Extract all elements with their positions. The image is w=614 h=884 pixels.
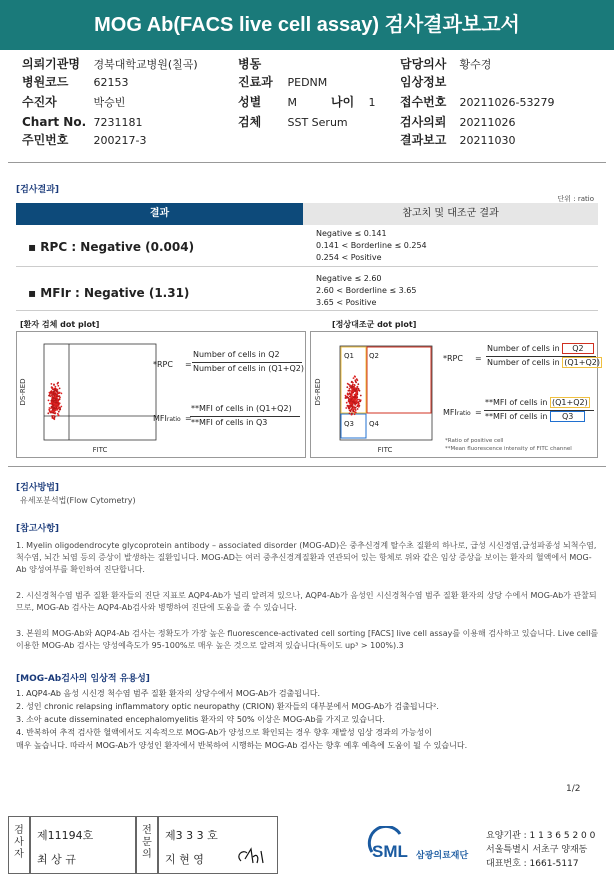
note-1: *Ratio of positive cell [445,438,504,444]
q3-label: Q3 [344,420,354,428]
dot [57,399,59,401]
dot [350,410,352,412]
info-row [400,94,554,111]
dot [359,401,361,403]
patient-info [0,56,614,156]
reference-paragraph: 1. Myelin oligodendrocyte glycoprotein antibody – associated disorder (MOG-AD)은 중추신경계 탈수초 질환의 하나로, 급성 시신경염,급성파종성 뇌척수염, 척수염, 뇌간 뇌염 등의 증상이 발생하는 질환입니다. MOG-AD는 여러 중추신경계질환과 연관되어 있는 항체로 위와 같은 임상 증상을 보이는 환자의 혈액에서 MOG-Ab 양성여부를 확인하여 진단합니다. [16,541,597,574]
dot [48,400,50,402]
q3-box: Q3 [550,411,585,422]
signature-mark [233,845,269,869]
reference-header: 참고치 및 대조군 결과 [303,203,598,225]
dot [56,395,58,397]
dot [51,415,53,417]
dot [351,412,353,414]
label-char: 자 [14,849,24,860]
dot [350,399,352,401]
dot [53,393,55,395]
info-value: 20211030 [459,134,516,147]
dot [348,405,350,407]
q2-box: Q2 [562,343,593,354]
report-title: MOG Ab(FACS live cell assay) 검사결과보고서 [0,0,614,50]
dot [357,404,359,406]
dot [55,402,57,404]
dot [57,382,59,384]
equals: = [185,414,192,423]
address: 서울특별시 서초구 양재동 [486,845,588,855]
dot [53,412,55,414]
info-label: 검사의뢰 [400,115,447,129]
info-label: 주민번호 [22,133,69,147]
info-label: 접수번호 [400,95,447,109]
dot [49,392,51,394]
dot [356,400,358,402]
dot [355,388,357,390]
dot [57,385,59,387]
info-value: SST Serum [287,116,348,129]
rpc-formula-label: *RPC [153,360,173,369]
equals: = [185,360,192,369]
y-axis-label: DS-RED [19,378,27,406]
reference-paragraph: 3. 본원의 MOG-Ab와 AQP4-Ab 검사는 정확도가 가장 높은 fluorescence-activated cell sorting [FACS] live cell assay를 이용해 검사하고 있습니다. Live cell를 이용한 MOG-Ab 검사는 양성예측도가 95-100%로 매우 높은 것으로 알려져 있습니다(특이도 up³ > 100%).3 [16,629,599,650]
dot [351,397,353,399]
info-value: 박승빈 [93,96,126,109]
dot [51,399,53,401]
mfi-den-text: **MFI of cells in [485,412,548,421]
dot [57,402,59,404]
dot [354,404,356,406]
checker-label-cell [8,816,30,874]
unit-label: 단위 : ratio [557,195,594,203]
dot [353,410,355,412]
ref-line: Negative ≤ 0.141 [316,229,387,238]
mfi-numerator: **MFI of cells in (Q1+Q2) [191,404,292,413]
rpc-row [16,225,598,267]
x-axis-label: FITC [92,446,108,454]
info-row [400,74,460,91]
dot [353,406,355,408]
info-value: 62153 [93,76,129,89]
y-axis-label: DS-RED [314,378,322,406]
institution-code: 요양기관 : 1 1 3 6 5 2 0 0 [486,831,596,841]
dot [54,408,56,410]
reference-paragraph: 2. 시신경척수염 범주 질환 환자들의 진단 지표로 AQP4-Ab가 널리 알려져 있으나, AQP4-Ab가 음성인 시신경척수염 범주 질환 환자의 상당 수에서 MOG-Ab가 관찰되므로, MOG-Ab 검사는 AQP4-Ab검사와 병행하여 진단에 도움을 줄 수 있습니다. [16,591,597,612]
dot [359,390,361,392]
dot [352,382,354,384]
dot [346,386,348,388]
dot [354,390,356,392]
dot [346,396,348,398]
dot [53,415,55,417]
specialist-number: 제3 3 3 호 [165,829,218,842]
ref-line: 2.60 < Borderline ≤ 3.65 [316,286,417,295]
dot [59,397,61,399]
mfi-numerator [485,398,590,407]
dot [59,392,61,394]
info-row [400,114,516,131]
specialist-info-cell [158,816,278,874]
dot [59,408,61,410]
info-label: 병동 [238,57,262,71]
dot [357,408,359,410]
info-label: 임상정보 [400,75,447,89]
info-row [238,94,376,111]
dot [60,406,62,408]
equals: = [475,408,482,417]
info-label: 의뢰기관명 [22,57,80,71]
label-char: 의 [142,849,152,860]
info-label: Chart No. [22,115,87,129]
rpc-denominator [487,358,602,367]
dot [358,406,360,408]
rpc-result: ▪ RPC : Negative (0.004) [28,240,195,254]
dot [356,378,358,380]
info-value: 경북대학교병원(칠곡) [93,58,198,71]
dot [348,390,350,392]
ref-line: 3.65 < Positive [316,298,377,307]
info-label: 성별 [238,95,262,109]
dot [355,409,357,411]
mfi-sub: ratio [166,416,181,423]
dot [53,388,55,390]
dot [358,403,360,405]
phone: 대표번호 : 1661-5117 [486,859,579,869]
info-row [22,74,129,91]
control-plot-title: [정상대조군 dot plot] [332,320,417,329]
dot [355,394,357,396]
results-label: [검사결과] [16,185,60,195]
ref-line: 0.141 < Borderline ≤ 0.254 [316,241,427,250]
info-label: 결과보고 [400,133,447,147]
q1q2-box: (Q1+Q2) [551,398,588,407]
dot [53,397,55,399]
dot [350,405,352,407]
info-row [22,56,198,73]
dot [59,388,61,390]
dot [53,418,55,420]
dot [357,388,359,390]
info-row [400,56,491,73]
age-value: 1 [368,96,376,109]
mfi-sub: ratio [456,410,471,417]
dot [347,383,349,385]
checker-info-cell [30,816,136,874]
dot [49,407,51,409]
ref-line: 0.254 < Positive [316,253,382,262]
dot [58,414,60,416]
checker-number: 제11194호 [37,829,94,842]
control-dot-plot [311,332,437,457]
checker-name: 최 상 규 [37,853,76,866]
info-row [238,114,348,131]
label-char: 문 [142,837,152,848]
dot [349,413,351,415]
list-item: 4. 반복하여 추적 검사한 혈액에서도 지속적으로 MOG-Ab가 양성으로 확인되는 경우 향후 재발성 임상 경과의 가능성이 [16,728,432,737]
dot [51,394,53,396]
dot [51,411,53,413]
mfi-formula-label [153,414,181,423]
footer [8,816,614,876]
company-name: 삼광의료재단 [416,851,469,861]
list-item: 1. AQP4-Ab 음성 시신경 척수염 범주 질환 환자의 상당수에서 MOG-Ab가 검출됩니다. [16,689,320,698]
fraction-line [190,416,300,417]
info-row [238,56,288,73]
dot [355,412,357,414]
dot [49,411,51,413]
equals: = [475,354,482,363]
patient-dots [47,382,62,420]
rpc-reference [316,228,427,264]
info-label: 검체 [238,115,262,129]
dot [351,386,353,388]
list-item: 매우 높습니다. 따라서 MOG-Ab가 양성인 환자에서 반복하여 시행하는 MOG-Ab 검사는 향후 예후 예측에 도움이 될 수 있습니다. [16,741,468,750]
info-value: M [287,96,297,109]
method-label: [검사방법] [16,483,60,493]
dot [347,405,349,407]
clinical-list [16,688,600,753]
rpc-denominator: Number of cells in (Q1+Q2) [193,364,304,373]
info-value: 20211026-53279 [459,96,555,109]
dot [48,395,50,397]
dot [357,383,359,385]
info-row [22,114,143,131]
dot [57,401,59,403]
dot [50,391,52,393]
rpc-formula-label: *RPC [443,354,463,363]
dot [54,405,56,407]
list-item: 2. 성인 chronic relapsing inflammatory optic neuropathy (CRION) 환자들의 대부분에서 MOG-Ab가 검출됩니다². [16,702,439,711]
dot [352,399,354,401]
signature-stroke [239,849,263,863]
mfir-result: ▪ MFIr : Negative (1.31) [28,286,190,300]
ref-line: Negative ≤ 2.60 [316,274,382,283]
dot [51,383,53,385]
dot [52,409,54,411]
info-row [22,94,125,111]
info-label: 진료과 [238,75,273,89]
q1q2-box: (Q1+Q2) [564,358,600,367]
info-row [400,132,516,149]
result-header: 결과 [16,203,303,225]
control-plot-box [310,331,598,458]
dot [350,402,352,404]
q4-label: Q4 [369,420,379,428]
list-item: 3. 소아 acute disseminated encephalomyelitis 환자의 약 50% 이상은 MOG-Ab를 가지고 있습니다. [16,715,385,724]
dot [353,387,355,389]
dot [352,390,354,392]
dot [355,407,357,409]
dot [345,397,347,399]
clinical-label: [MOG-Ab검사의 임상적 유용성] [16,674,150,684]
info-value: 200217-3 [93,134,147,147]
references-label: [참고사항] [16,524,60,534]
x-axis-label: FITC [377,446,393,454]
info-value: 20211026 [459,116,516,129]
dot [51,388,53,390]
plot-frame [44,344,156,440]
fraction-line [192,362,302,363]
divider [8,162,606,163]
rpc-num-text: Number of cells in [487,344,560,353]
dot [53,402,55,404]
dot [355,381,357,383]
dot [353,401,355,403]
dot [354,398,356,400]
info-value: PEDNM [287,76,328,89]
dot [349,388,351,390]
q2-label: Q2 [369,352,379,360]
method-text: 유세포분석법(Flow Cytometry) [20,496,136,505]
label-char: 전 [142,825,152,836]
dot [57,407,59,409]
q1-label: Q1 [344,352,354,360]
age-label: 나이 [331,95,355,109]
dot [346,402,348,404]
info-row [22,132,146,149]
rpc-numerator [487,344,594,353]
mfi-label: MFI [153,414,167,423]
dot [50,407,52,409]
dot [61,393,63,395]
note-2: **Mean fluorescence intensity of FITC channel [445,446,572,452]
dot [55,386,57,388]
info-row [238,74,327,91]
patient-plot-box [16,331,306,458]
rpc-numerator: Number of cells in Q2 [193,350,280,359]
label-char: 검 [14,825,24,836]
rpc-den-text: Number of cells in [487,358,560,367]
divider [8,466,606,467]
control-dots [345,375,362,415]
patient-plot-title: [환자 검체 dot plot] [20,320,100,329]
specialist-label-cell [136,816,158,874]
dot [354,375,356,377]
dot [360,395,362,397]
info-label: 수진자 [22,95,57,109]
label-char: 사 [14,837,24,848]
dot [354,413,356,415]
dot [55,393,57,395]
dot [55,412,57,414]
mfi-formula-label [443,408,471,417]
dot [353,396,355,398]
dot [47,412,49,414]
checker-label [12,825,26,861]
dot [51,402,53,404]
specialist-label [140,825,154,861]
dot [52,405,54,407]
patient-dot-plot [17,332,167,457]
sml-logo: SML [372,842,408,861]
dot [345,407,347,409]
dot [351,394,353,396]
dot [353,377,355,379]
dot [345,395,347,397]
mfi-label: MFI [443,408,457,417]
dot [52,391,54,393]
dot [54,390,56,392]
dot [356,391,358,393]
info-value: 7231181 [93,116,143,129]
mfi-denominator: **MFI of cells in Q3 [191,418,268,427]
dot [53,384,55,386]
dot [358,399,360,401]
dot [351,406,353,408]
mfi-denominator [485,412,585,421]
info-label: 병원코드 [22,75,69,89]
mfir-row [16,269,598,311]
mfir-reference [316,273,416,309]
info-label: 담당의사 [400,57,447,71]
info-value: 황수경 [459,58,492,71]
dot [347,394,349,396]
dot [58,411,60,413]
dot [48,409,50,411]
specialist-name: 지 현 영 [165,853,204,866]
mfi-num-text: **MFI of cells in [485,398,548,407]
dot [58,405,60,407]
page-number: 1/2 [566,784,581,794]
